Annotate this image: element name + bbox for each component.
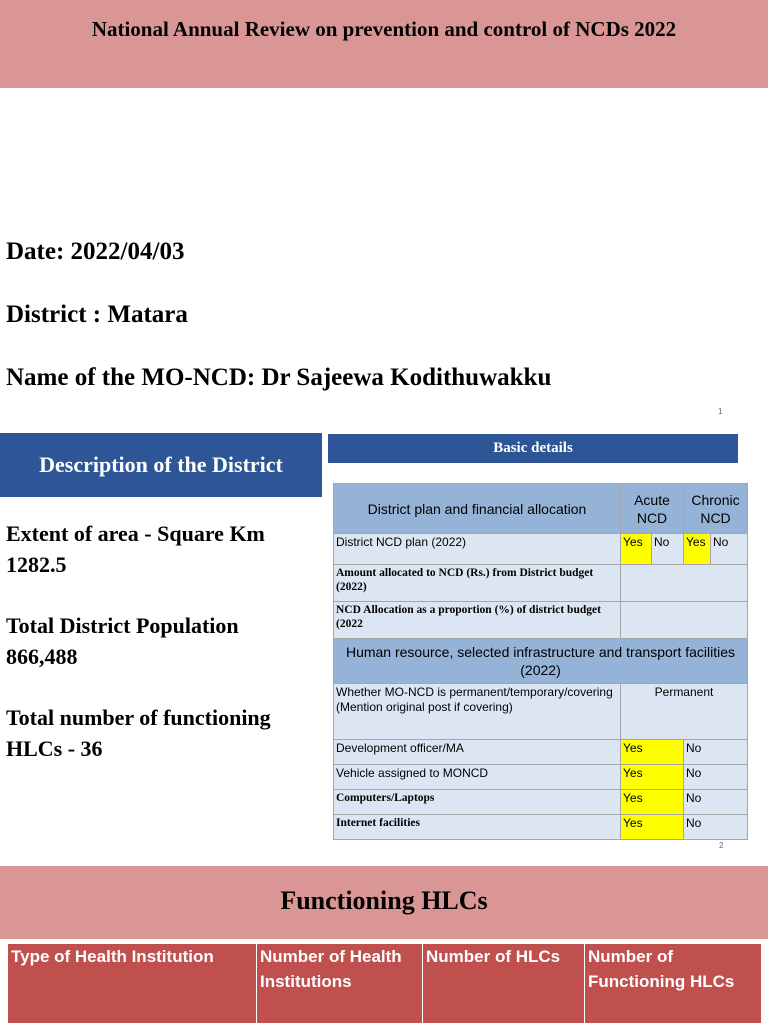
dev-officer-yes: Yes: [621, 740, 684, 765]
vehicle-no: No: [684, 765, 748, 790]
hlc-table: [7, 943, 762, 1024]
row-label-computers: Computers/Laptops: [334, 790, 621, 815]
amount-value-cell: [621, 565, 748, 602]
chronic-yes-cell: Yes: [684, 534, 711, 565]
table-row: [334, 534, 748, 565]
basic-details-table: [333, 483, 748, 840]
row-label-internet: Internet facilities: [334, 815, 621, 840]
description-heading: Description of the District: [0, 433, 322, 497]
dev-officer-no: No: [684, 740, 748, 765]
table-row: [334, 740, 748, 765]
row-label-vehicle: Vehicle assigned to MONCD: [334, 765, 621, 790]
section-header-plan: District plan and financial allocation: [334, 484, 621, 534]
table-row: [334, 815, 748, 840]
hlc-stat: [6, 702, 326, 764]
section-header-hr: Human resource, selected infrastructure and transport facilities (2022): [334, 639, 748, 684]
population-value: 866,488: [6, 644, 78, 669]
internet-yes: Yes: [621, 815, 684, 840]
column-header: Type of Health Institution: [8, 944, 257, 1024]
table-row: [334, 565, 748, 602]
population-label: Total District Population: [6, 613, 239, 638]
date-line: Date: 2022/04/03: [6, 238, 185, 265]
row-label-amount: Amount allocated to NCD (Rs.) from District budget (2022): [334, 565, 621, 602]
chronic-ncd-header: Chronic NCD: [684, 484, 748, 534]
hlc-value: HLCs - 36: [6, 736, 103, 761]
computers-no: No: [684, 790, 748, 815]
row-label-plan: District NCD plan (2022): [334, 534, 621, 565]
hlc-label: Total number of functioning: [6, 705, 271, 730]
row-label-mo-status: Whether MO-NCD is permanent/temporary/covering (Mention original post if covering): [334, 684, 621, 740]
table-row: [334, 602, 748, 639]
slide-number-1: 1: [718, 407, 723, 416]
table-row: [334, 765, 748, 790]
row-label-proportion: NCD Allocation as a proportion (%) of district budget (2022: [334, 602, 621, 639]
area-stat: [6, 518, 326, 580]
area-label: Extent of area - Square Km: [6, 521, 265, 546]
table-row: [334, 639, 748, 684]
table-header-row: [8, 944, 762, 1024]
basic-details-header: Basic details: [328, 434, 738, 463]
page-title: National Annual Review on prevention and control of NCDs 2022: [91, 17, 677, 41]
table-row: [334, 790, 748, 815]
chronic-no-cell: No: [711, 534, 748, 565]
proportion-value-cell: [621, 602, 748, 639]
column-header: Number of Health Institutions: [257, 944, 423, 1024]
vehicle-yes: Yes: [621, 765, 684, 790]
acute-ncd-header: Acute NCD: [621, 484, 684, 534]
hlc-title: Functioning HLCs: [280, 886, 488, 915]
internet-no: No: [684, 815, 748, 840]
population-stat: [6, 610, 326, 672]
acute-yes-cell: Yes: [621, 534, 652, 565]
slide-number-2: 2: [719, 841, 724, 850]
district-line: District : Matara: [6, 301, 188, 328]
area-value: 1282.5: [6, 552, 67, 577]
mo-status-value: Permanent: [621, 684, 748, 740]
column-header: Number of HLCs: [423, 944, 585, 1024]
table-row: [334, 484, 748, 534]
column-header: Number of Functioning HLCs: [585, 944, 762, 1024]
row-label-dev-officer: Development officer/MA: [334, 740, 621, 765]
acute-no-cell: No: [652, 534, 684, 565]
table-row: [334, 684, 748, 740]
computers-yes: Yes: [621, 790, 684, 815]
mo-ncd-line: Name of the MO-NCD: Dr Sajeewa Kodithuwakku: [6, 364, 552, 391]
